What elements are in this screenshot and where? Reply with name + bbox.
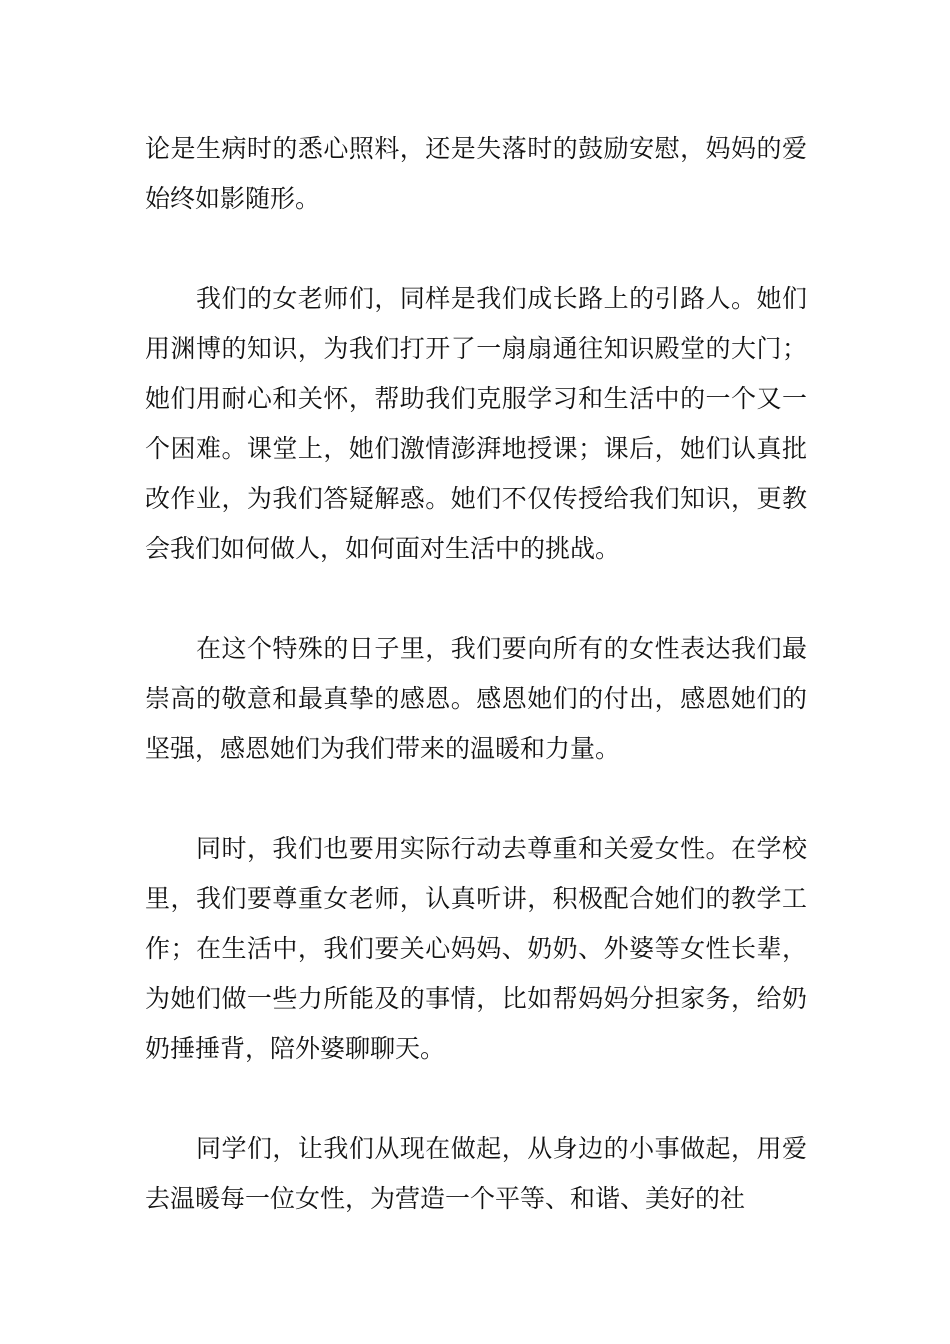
paragraph-3: 在这个特殊的日子里，我们要向所有的女性表达我们最崇高的敬意和最真挚的感恩。感恩她们的付出，感恩她们的坚强，感恩她们为我们带来的温暖和力量。 xyxy=(145,634,807,763)
paragraph-2: 我们的女老师们，同样是我们成长路上的引路人。她们用渊博的知识，为我们打开了一扇扇通往知识殿堂的大门；她们用耐心和关怀，帮助我们克服学习和生活中的一个又一个困难。课堂上，她们激情澎湃地授课；课后，她们认真批改作业，为我们答疑解惑。她们不仅传授给我们知识，更教会我们如何做人，如何面对生活中的挑战。 xyxy=(145,284,807,563)
paragraph-5: 同学们，让我们从现在做起，从身边的小事做起，用爱去温暖每一位女性，为营造一个平等、和谐、美好的社 xyxy=(145,1134,807,1213)
document-body xyxy=(145,124,807,1224)
paragraph-4: 同时，我们也要用实际行动去尊重和关爱女性。在学校里，我们要尊重女老师，认真听讲，积极配合她们的教学工作；在生活中，我们要关心妈妈、奶奶、外婆等女性长辈，为她们做一些力所能及的事情，比如帮妈妈分担家务，给奶奶捶捶背，陪外婆聊聊天。 xyxy=(145,834,807,1063)
paragraph-gap xyxy=(145,574,807,624)
paragraph-gap xyxy=(145,224,807,274)
paragraph-gap xyxy=(145,1074,807,1124)
paragraph-gap xyxy=(145,774,807,824)
paragraph-1: 论是生病时的悉心照料，还是失落时的鼓励安慰，妈妈的爱始终如影随形。 xyxy=(145,134,807,213)
